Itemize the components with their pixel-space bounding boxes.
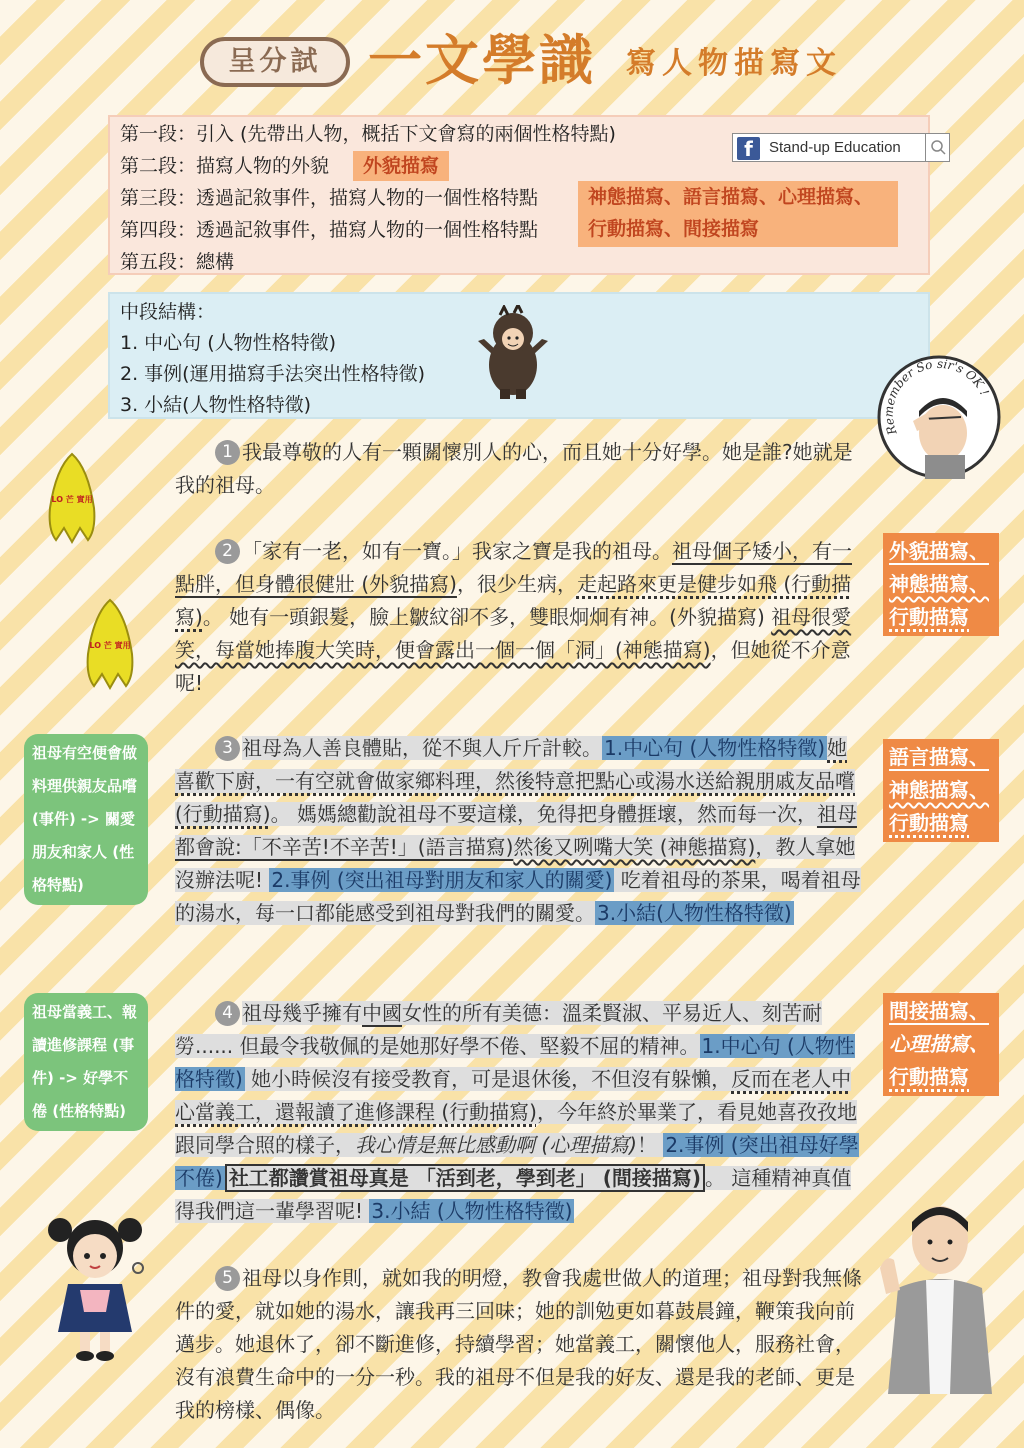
paragraph-text: 女性的所有美德：溫柔賢淑、平易近人、刻苦耐勞...... 但最令我敬佩的是她那好學不倦、堅毅不屈的精神。	[175, 1001, 822, 1058]
structure-row: 第四段：透過記敘事件，描寫人物的一個性格特點	[120, 219, 539, 241]
technique-label: 神態描寫、	[889, 572, 989, 596]
paragraph-text: 。 這種精神真值得我們這一輩學習呢!	[175, 1166, 852, 1223]
paragraph-text: 祖母以身作則，就如我的明燈，教會我處世做人的道理；祖母對我無條件的愛，就如她的湯水，讓我再三回味；她的訓勉更如暮鼓晨鐘，鞭策我向前邁步。她退休了，卻不斷進修，持續學習；她當義工，關懷他人，服務社會，沒有浪費生命中的一分一秒。我的祖母不但是我的好友、還是我的老師、更是我的榜樣、偶像。	[175, 1266, 862, 1422]
paragraph-text: ！	[636, 1133, 664, 1157]
banana-illustration	[74, 594, 146, 694]
side-note-left	[24, 734, 148, 905]
side-note-line: 料理供親友品嚐	[32, 777, 138, 795]
facebook-icon: f	[737, 137, 760, 160]
side-note-line: 倦 (性格特點)	[32, 1102, 126, 1120]
expression-sentence: 祖母很愛笑，每當她捧腹大笑時，便會露出一個一個「洞」(神態描寫)	[175, 605, 852, 662]
middle-row: 1. 中心句 (人物性格特徵)	[120, 332, 337, 354]
search-icon[interactable]	[925, 134, 949, 161]
paragraph-text: 祖母幾乎擁有	[242, 1001, 362, 1025]
paragraph-text: ，很少生病，	[456, 572, 577, 596]
exam-pill: 呈分試	[200, 37, 350, 87]
side-note-left	[24, 993, 148, 1131]
paragraph-text: 她小時候沒有接受教育，可是退休後，不但沒有躲懶，	[244, 1067, 732, 1091]
girl-illustration	[40, 1208, 150, 1363]
paragraph-text: 我最尊敬的人有一顆關懷別人的心，而且她十分好學。她是誰?她就是我的祖母。	[175, 440, 853, 497]
topic-sentence-label: 1.中心句 (人物性格特徵)	[175, 1034, 855, 1091]
paragraph-4	[175, 997, 865, 1228]
methods-tag	[578, 181, 898, 247]
indirect-sentence: 社工都讚賞祖母真是 「活到老，學到老」 (間接描寫)	[225, 1164, 705, 1192]
banana-label: LO 芒 實用	[89, 641, 131, 650]
technique-box	[883, 533, 999, 636]
action-sentence: 反而在老人中心當義工，還報讀了進修課程 (行動描寫)	[175, 1067, 852, 1124]
page-subtitle: 寫人物描寫文	[626, 46, 842, 81]
paragraph-text: 「家有一老，如有一寶。」我家之寶是我的祖母。	[242, 539, 672, 563]
technique-label: 行動描寫	[889, 1065, 969, 1089]
paragraph-number: 2	[215, 539, 240, 564]
appearance-sentence: 祖母個子矮小，有一點胖，但身體很健壯 (外貌描寫)	[175, 539, 852, 596]
conclusion-label: 3.小結 (人物性格特徵)	[371, 1199, 573, 1223]
technique-label: 心理描寫、	[889, 1032, 989, 1056]
structure-row: 第一段：引入 (先帶出人物，概括下文會寫的兩個性格特點)	[120, 123, 616, 145]
paragraph-number: 3	[215, 736, 240, 761]
conclusion-label: 3.小結(人物性格特徵)	[597, 901, 792, 925]
technique-label: 外貌描寫、	[889, 539, 989, 563]
action-sentence: 走起路來更是健步如飛 (行動描寫)	[175, 572, 852, 629]
banana-label: LO 芒 實用	[51, 495, 93, 504]
action-sentence: 她喜歡下廚，一有空就會做家鄉料理，然後特意把點心或湯水送給親朋戚友品嚐 (行動描寫)	[175, 736, 855, 826]
side-note-line: 朋友和家人 (性	[32, 843, 135, 861]
side-note-line: 祖母有空便會做	[32, 744, 138, 762]
paragraph-text: 中國	[362, 1001, 402, 1025]
structure-row: 第五段：總構	[120, 251, 235, 273]
paragraph-text: 祖母為人善良體貼，從不與人斤斤計較。	[242, 736, 602, 760]
paragraph-text: ，但她從不介意呢!	[175, 638, 851, 695]
paragraph-text: 。 她有一頭銀髮，臉上皺紋卻不多，雙眼炯炯有神。(外貌描寫)	[202, 605, 772, 629]
paragraph-number: 5	[215, 1266, 240, 1291]
paragraph-3	[175, 732, 865, 930]
paragraph-text: ，教人拿她沒辦法呢!	[175, 835, 856, 892]
topic-sentence-label: 1.中心句 (人物性格特徵)	[604, 736, 826, 760]
facebook-page-name: Stand-up Education	[769, 139, 901, 156]
banana-illustration	[36, 448, 108, 548]
page-title: 一文學識	[368, 28, 596, 92]
speech-sentence: 祖母都會說:「不辛苦!不辛苦!」(語言描寫)	[175, 802, 857, 859]
appearance-tag: 外貌描寫	[353, 151, 449, 181]
paragraph-1	[175, 436, 865, 502]
man-illustration	[872, 1198, 1007, 1398]
technique-label: 行動描寫	[889, 811, 969, 835]
paragraph-number: 1	[215, 440, 240, 465]
paragraph-text: 。 媽媽總勸說祖母不要這樣，免得把身體捱壞，然而每一次，	[270, 802, 817, 826]
middle-row: 3. 小結(人物性格特徵)	[120, 394, 311, 416]
methods-tag-line: 神態描寫、語言描寫、心理描寫、	[588, 186, 874, 208]
technique-label: 間接描寫、	[889, 999, 989, 1023]
technique-label: 神態描寫、	[889, 778, 989, 802]
example-label: 2.事例 (突出祖母對朋友和家人的關愛)	[271, 868, 613, 892]
side-note-line: (事件) -> 關愛	[32, 810, 135, 828]
paragraph-text: ，今年終於畢業了，看見她喜孜孜地跟同學合照的樣子，	[175, 1100, 857, 1157]
methods-tag-line: 行動描寫、間接描寫	[588, 218, 760, 240]
paragraph-2	[175, 535, 865, 700]
side-note-line: 件) -> 好學不	[32, 1069, 129, 1087]
structure-row: 第二段：描寫人物的外貌	[120, 155, 330, 177]
side-note-line: 格特點)	[32, 876, 84, 894]
psychology-sentence: 我心情是無比感動啊 (心理描寫)	[355, 1133, 637, 1157]
paragraph-number: 4	[215, 1001, 240, 1026]
remember-so-sir-badge	[877, 355, 1002, 480]
facebook-search-bar[interactable]	[732, 133, 950, 162]
side-note-line: 讀進修課程 (事	[32, 1036, 135, 1054]
technique-label: 行動描寫	[889, 605, 969, 629]
paragraph-5	[175, 1262, 865, 1427]
middle-row: 2. 事例(運用描寫手法突出性格特徵)	[120, 363, 425, 385]
monster-costume-illustration	[470, 305, 556, 401]
technique-label: 語言描寫、	[889, 745, 989, 769]
badge-text: Remember So sir's OK !	[881, 356, 992, 437]
side-note-line: 祖母當義工、報	[32, 1003, 138, 1021]
structure-row: 第三段：透過記敘事件，描寫人物的一個性格特點	[120, 187, 539, 209]
example-label: 2.事例 (突出祖母好學不倦)	[175, 1133, 859, 1190]
technique-box	[883, 739, 999, 842]
expression-sentence: 然後又咧嘴大笑 (神態描寫)	[513, 835, 756, 859]
paragraph-text: 吃着祖母的茶果，喝着祖母的湯水，每一口都能感受到祖母對我們的關愛。	[175, 868, 861, 925]
technique-box	[883, 993, 999, 1096]
middle-row: 中段結構：	[120, 301, 216, 323]
